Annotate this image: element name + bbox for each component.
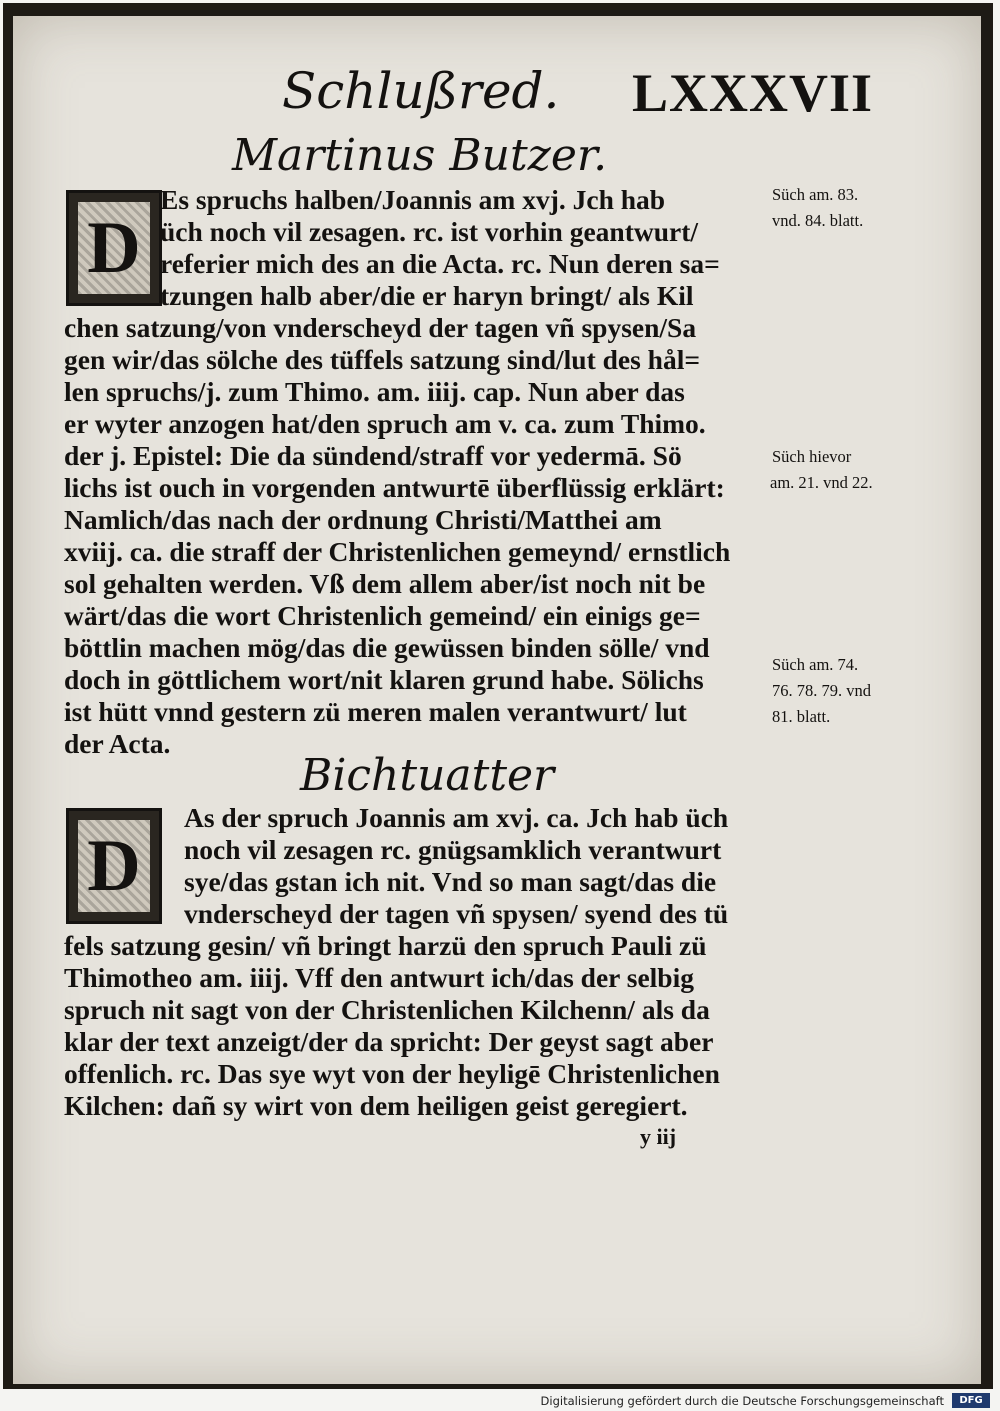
section2-line: offenlich. rc. Das sye wyt von der heyligē Christenlichen xyxy=(64,1058,720,1089)
footer-bar xyxy=(0,1391,1000,1411)
folio-number: LXXXVII xyxy=(632,63,874,123)
section2-line: fels satzung gesin/ vñ bringt harzü den spruch Pauli zü xyxy=(64,930,707,961)
section1-line: doch in göttlichem wort/nit klaren grund habe. Sölichs xyxy=(64,664,704,695)
decorated-initial-2 xyxy=(66,808,162,924)
section2-line: spruch nit sagt von der Christenlichen Kilchenn/ als da xyxy=(64,994,710,1025)
initial-letter-2: D xyxy=(78,820,150,912)
margin-note-2-line: am. 21. vnd 22. xyxy=(770,473,873,492)
section1-line: üch noch vil zesagen. rc. ist vorhin geantwurt/ xyxy=(160,216,699,247)
section1-line: der Acta. xyxy=(64,728,171,759)
section1-line: Namlich/das nach der ordnung Christi/Matthei am xyxy=(64,504,662,535)
section1-line: chen satzung/von vnderscheyd der tagen vñ spysen/Sa xyxy=(64,312,697,343)
section1-line: Es spruchs halben/Joannis am xvj. Jch hab xyxy=(160,184,666,215)
section1-line: böttlin machen mög/das die gewüssen binden sölle/ vnd xyxy=(64,632,710,663)
section1-line: er wyter anzogen hat/den spruch am v. ca. zum Thimo. xyxy=(64,408,706,439)
dfg-logo: DFG xyxy=(952,1393,990,1408)
margin-note-3-line: 76. 78. 79. vnd xyxy=(772,681,871,700)
section1-line: lichs ist ouch in vorgenden antwurtē überflüssig erklärt: xyxy=(64,472,725,503)
speaker-heading-2: Bichtuatter xyxy=(300,750,555,801)
section1-line: referier mich des an die Acta. rc. Nun deren sa= xyxy=(160,248,720,279)
initial-letter-1: D xyxy=(78,202,150,294)
section1-line: tzungen halb aber/die er haryn bringt/ als Kil xyxy=(160,280,694,311)
section1-line: xviij. ca. die straff der Christenlichen gemeynd/ ernstlich xyxy=(64,536,731,567)
section2-line: vnderscheyd der tagen vñ spysen/ syend des tü xyxy=(184,898,729,929)
section1-line: der j. Epistel: Die da sündend/straff vor yedermā. Sö xyxy=(64,440,682,471)
section1-line: len spruchs/j. zum Thimo. am. iiij. cap. Nun aber das xyxy=(64,376,685,407)
section1-line: gen wir/das sölche des tüffels satzung sind/lut des hål= xyxy=(64,344,701,375)
funding-credit: Digitalisierung gefördert durch die Deutsche Forschungsgemeinschaft xyxy=(540,1394,944,1408)
section2-line: As der spruch Joannis am xvj. ca. Jch hab üch xyxy=(184,802,729,833)
signature-mark: y iij xyxy=(640,1124,677,1149)
margin-note-3-line: Süch am. 74. xyxy=(772,655,859,674)
decorated-initial-1 xyxy=(66,190,162,306)
section2-line: sye/das gstan ich nit. Vnd so man sagt/das die xyxy=(184,866,717,897)
margin-note-1-line: Süch am. 83. xyxy=(772,185,859,204)
margin-note-1-line: vnd. 84. blatt. xyxy=(772,211,864,230)
section1-line: sol gehalten werden. Vß dem allem aber/ist noch nit be xyxy=(64,568,706,599)
margin-note-3-line: 81. blatt. xyxy=(772,707,831,726)
section2-line: noch vil zesagen rc. gnügsamklich verantwurt xyxy=(184,834,722,865)
section1-line: ist hütt vnnd gestern zü meren malen verantwurt/ lut xyxy=(64,696,687,727)
running-head: Schlußred. xyxy=(282,62,560,120)
section2-line: Kilchen: dañ sy wirt von dem heiligen geist geregiert. xyxy=(64,1090,688,1121)
section2-line: Thimotheo am. iiij. Vff den antwurt ich/das der selbig xyxy=(64,962,694,993)
section1-line: wärt/das die wort Christenlich gemeind/ ein einigs ge= xyxy=(64,600,701,631)
section2-line: klar der text anzeigt/der da spricht: Der geyst sagt aber xyxy=(64,1026,714,1057)
speaker-heading-1: Martinus Butzer. xyxy=(232,130,608,181)
margin-note-2-line: Süch hievor xyxy=(772,447,852,466)
